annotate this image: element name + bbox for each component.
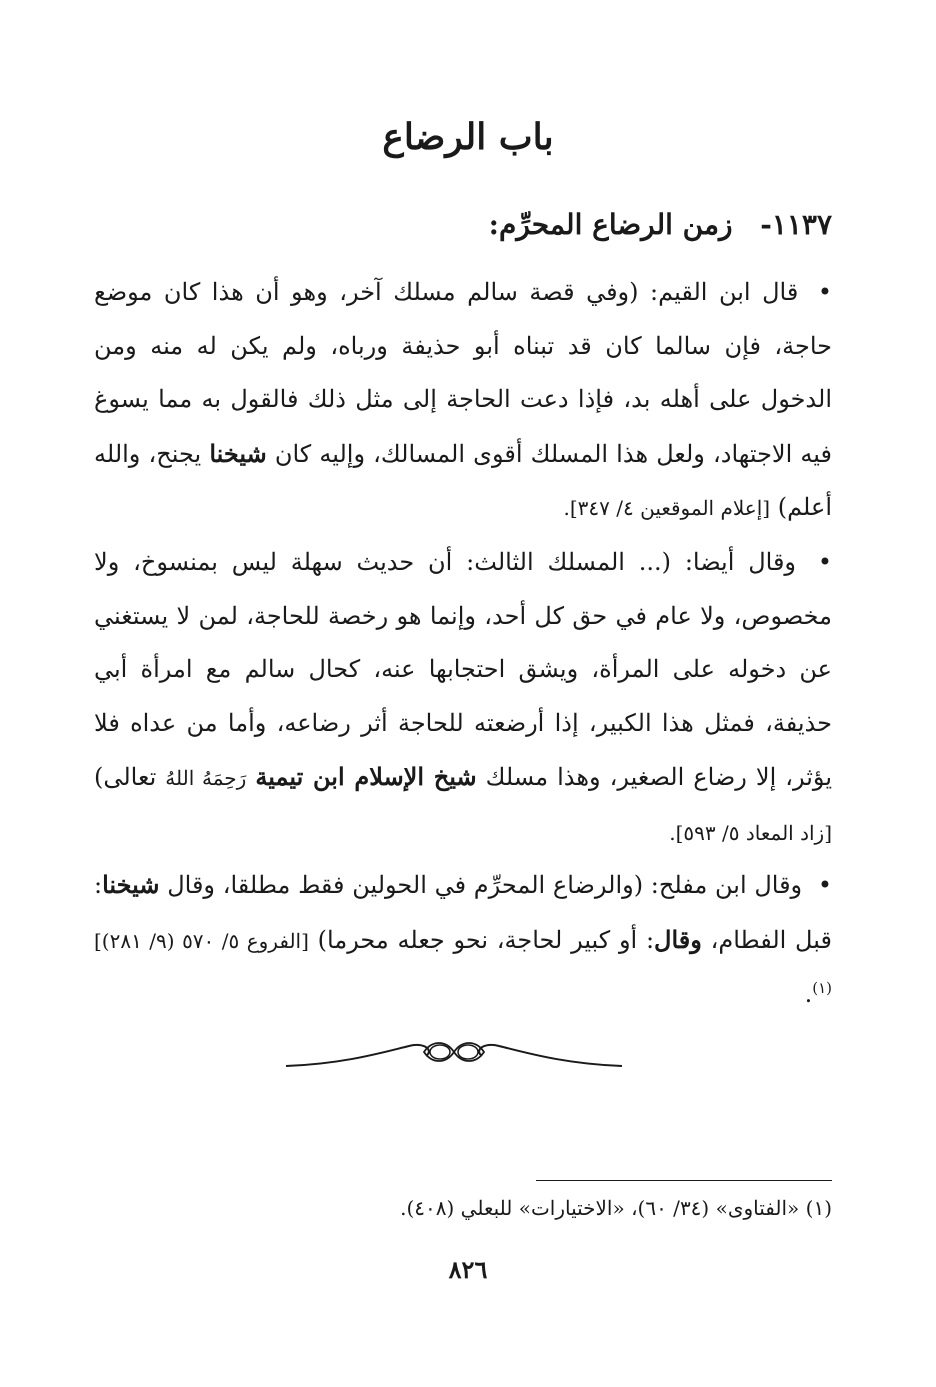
bullet-icon: • (817, 871, 832, 899)
footnote (104, 1192, 832, 1224)
page-number: ٨٢٦ (448, 1255, 488, 1284)
entry-heading-text: زمن الرضاع المحرِّم: (488, 208, 733, 241)
citation: [زاد المعاد ٥/ ٥٩٣]. (669, 820, 832, 845)
paragraph-bold-text: شيخنا (102, 870, 160, 899)
paragraph-bold-text: شيخنا (209, 438, 267, 468)
footnote-number: (١) (805, 1196, 832, 1220)
paragraph-text: يجنح، والله أعلم) (94, 439, 832, 521)
paragraph-bold-text: وقال (654, 924, 702, 954)
citation: [إعلام الموقعين ٤/ ٣٤٧]. (563, 496, 771, 520)
paragraph-text: تعالى) (94, 763, 157, 791)
footnote-marker: (١) (812, 979, 832, 997)
bullet-icon: • (817, 548, 832, 576)
paragraph-bold-text: شيخ الإسلام ابن تيمية (255, 762, 477, 791)
footnote-text: «الفتاوى» (٣٤/ ٦٠)، «الاختيارات» للبعلي (٤٠٨). (400, 1196, 800, 1220)
section-divider-ornament (284, 1030, 624, 1080)
paragraph-ibn-muflih (94, 858, 832, 1022)
citation: [الفروع ٥/ ٥٧٠ (٩/ ٢٨١)] (94, 928, 309, 953)
entry-heading (104, 205, 832, 245)
honorific: رَحِمَهُ اللهُ (165, 766, 247, 790)
paragraph-ibn-alqayyim (94, 266, 832, 536)
chapter-title: باب الرضاع (382, 116, 554, 158)
paragraph-text: وقال ابن مفلح: (والرضاع المحرِّم في الحولين فقط مطلقا، وقال (167, 871, 803, 899)
entry-number: ١١٣٧- (760, 208, 832, 241)
paragraph-text: : قبل الفطام، (94, 871, 832, 954)
bullet-icon: • (817, 278, 833, 306)
paragraph-text: قال ابن القيم: (وفي قصة سالم مسلك آخر، وهو أن هذا كان موضع حاجة، فإن سالما كان قد تبناه أبو حذيفة ورباه، ولم يكن له منه ومن الدخول على أهله بد، فإذا دعت الحاجة إلى مثل ذلك فالقول به مما يسوغ فيه الاجتهاد، ولعل هذا المسلك أقوى المسالك، وإليه كان (94, 278, 832, 468)
footnote-divider (536, 1180, 832, 1181)
sentence-end: . (804, 980, 813, 1008)
paragraph-ibn-alqayyim-2 (94, 536, 832, 860)
paragraph-text: : أو كبير لحاجة، نحو جعله محرما) (317, 925, 655, 954)
paragraph-text: وقال أيضا: (... المسلك الثالث: أن حديث سهلة ليس بمنسوخ، ولا مخصوص، ولا عام في حق كل أحد، وإنما هو رخصة للحاجة، لمن لا يستغني عن دخوله على المرأة، ويشق احتجابها عنه، كحال سالم مع امرأة أبي حذيفة، فمثل هذا الكبير، إذا أرضعته للحاجة أثر رضاعه، وأما من عداه فلا يؤثر، إلا رضاع الصغير، وهذا مسلك (94, 548, 833, 791)
